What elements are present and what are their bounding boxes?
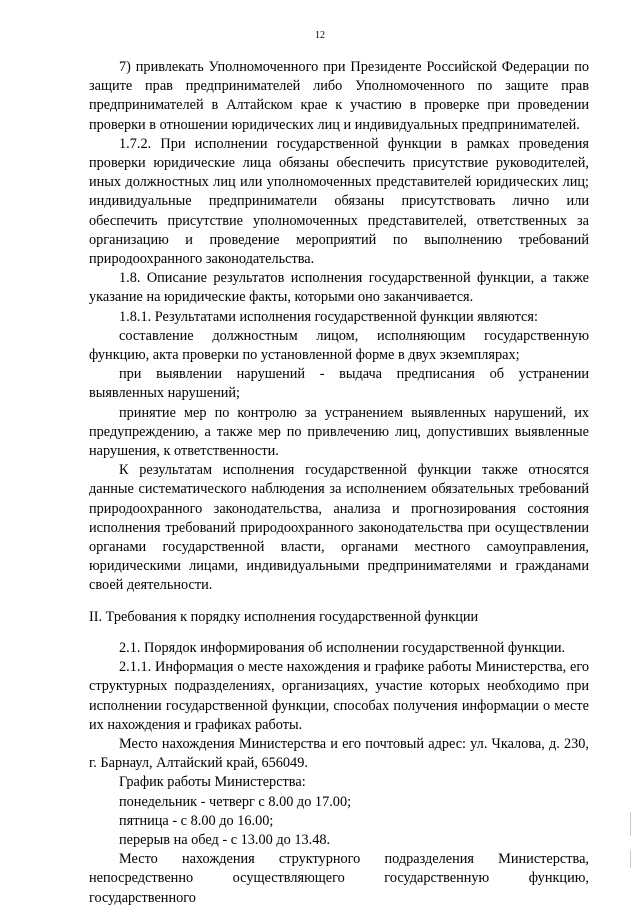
page-number: 12 [315, 30, 325, 41]
paragraph-item-7: 7) привлекать Уполномоченного при Президенте Российской Федерации по защите прав предпринимателей либо Уполномоченного по защите прав предпринимателей в Алтайском крае к участию в проверке при проведении проверки в отношении юридических лиц и индивидуальных предпринимателей. [89, 59, 589, 133]
paragraph-schedule-title: График работы Министерства: [119, 774, 306, 791]
scan-edge-mark [630, 850, 631, 868]
paragraph-result-act: составление должностным лицом, исполняющим государственную функцию, акта проверки по установленной форме в двух экземплярах; [89, 327, 589, 364]
paragraph-schedule-mon-thu: понедельник - четверг с 8.00 до 17.00; [119, 793, 352, 810]
paragraph-unit-location: Место нахождения структурного подразделения Министерства, непосредственно осуществляющего государственную функцию, государственного [89, 851, 589, 906]
scan-edge-mark [630, 812, 631, 836]
section-heading: II. Требования к порядку исполнения государственной функции [89, 608, 479, 625]
paragraph-result-measures: принятие мер по контролю за устранением выявленных нарушений, их предупреждению, а также мер по привлечению лиц, допустивших выявленные нарушения, к ответственности. [89, 404, 589, 460]
paragraph-schedule-lunch: перерыв на обед - с 13.00 до 13.48. [119, 831, 331, 848]
paragraph-schedule-fri: пятница - с 8.00 до 16.00; [119, 812, 274, 829]
paragraph-results-data: К результатам исполнения государственной функции также относятся данные систематического наблюдения за исполнением обязательных требований природоохранного законодательства, анализа и прогнозирования состояния исполнения требований природоохранного законодательства при осуществлении органами государственной власти, органами местного самоуправления, юридическими лицами, индивидуальными предпринимателями и гражданами своей деятельности. [89, 462, 589, 594]
paragraph-address: Место нахождения Министерства и его почтовый адрес: ул. Чкалова, д. 230, г. Барнаул, Алтайский край, 656049. [89, 735, 589, 772]
paragraph-2-1: 2.1. Порядок информирования об исполнении государственной функции. [119, 639, 566, 656]
paragraph-2-1-1: 2.1.1. Информация о месте нахождения и графике работы Министерства, его структурных подразделениях, организациях, участие которых необходимо при исполнении государственной функции, способах получения информации о месте их нахождения и графиках работы. [89, 659, 589, 733]
paragraph-1-8: 1.8. Описание результатов исполнения государственной функции, а также указание на юридические факты, которыми оно заканчивается. [89, 270, 589, 306]
paragraph-1-7-2: 1.7.2. При исполнении государственной функции в рамках проведения проверки юридические лица обязаны обеспечить присутствие руководителей, иных должностных лиц или уполномоченных представителей юридических лиц; индивидуальные предприниматели обязаны присутствовать лично или обеспечить присутствие уполномоченных представителей, ответственных за организацию и проведение мероприятий по выполнению требований природоохранного законодательства. [89, 135, 589, 268]
document-body [89, 58, 589, 908]
paragraph-result-order: при выявлении нарушений - выдача предписания об устранении выявленных нарушений; [89, 366, 589, 402]
paragraph-1-8-1: 1.8.1. Результатами исполнения государственной функции являются: [119, 308, 538, 325]
